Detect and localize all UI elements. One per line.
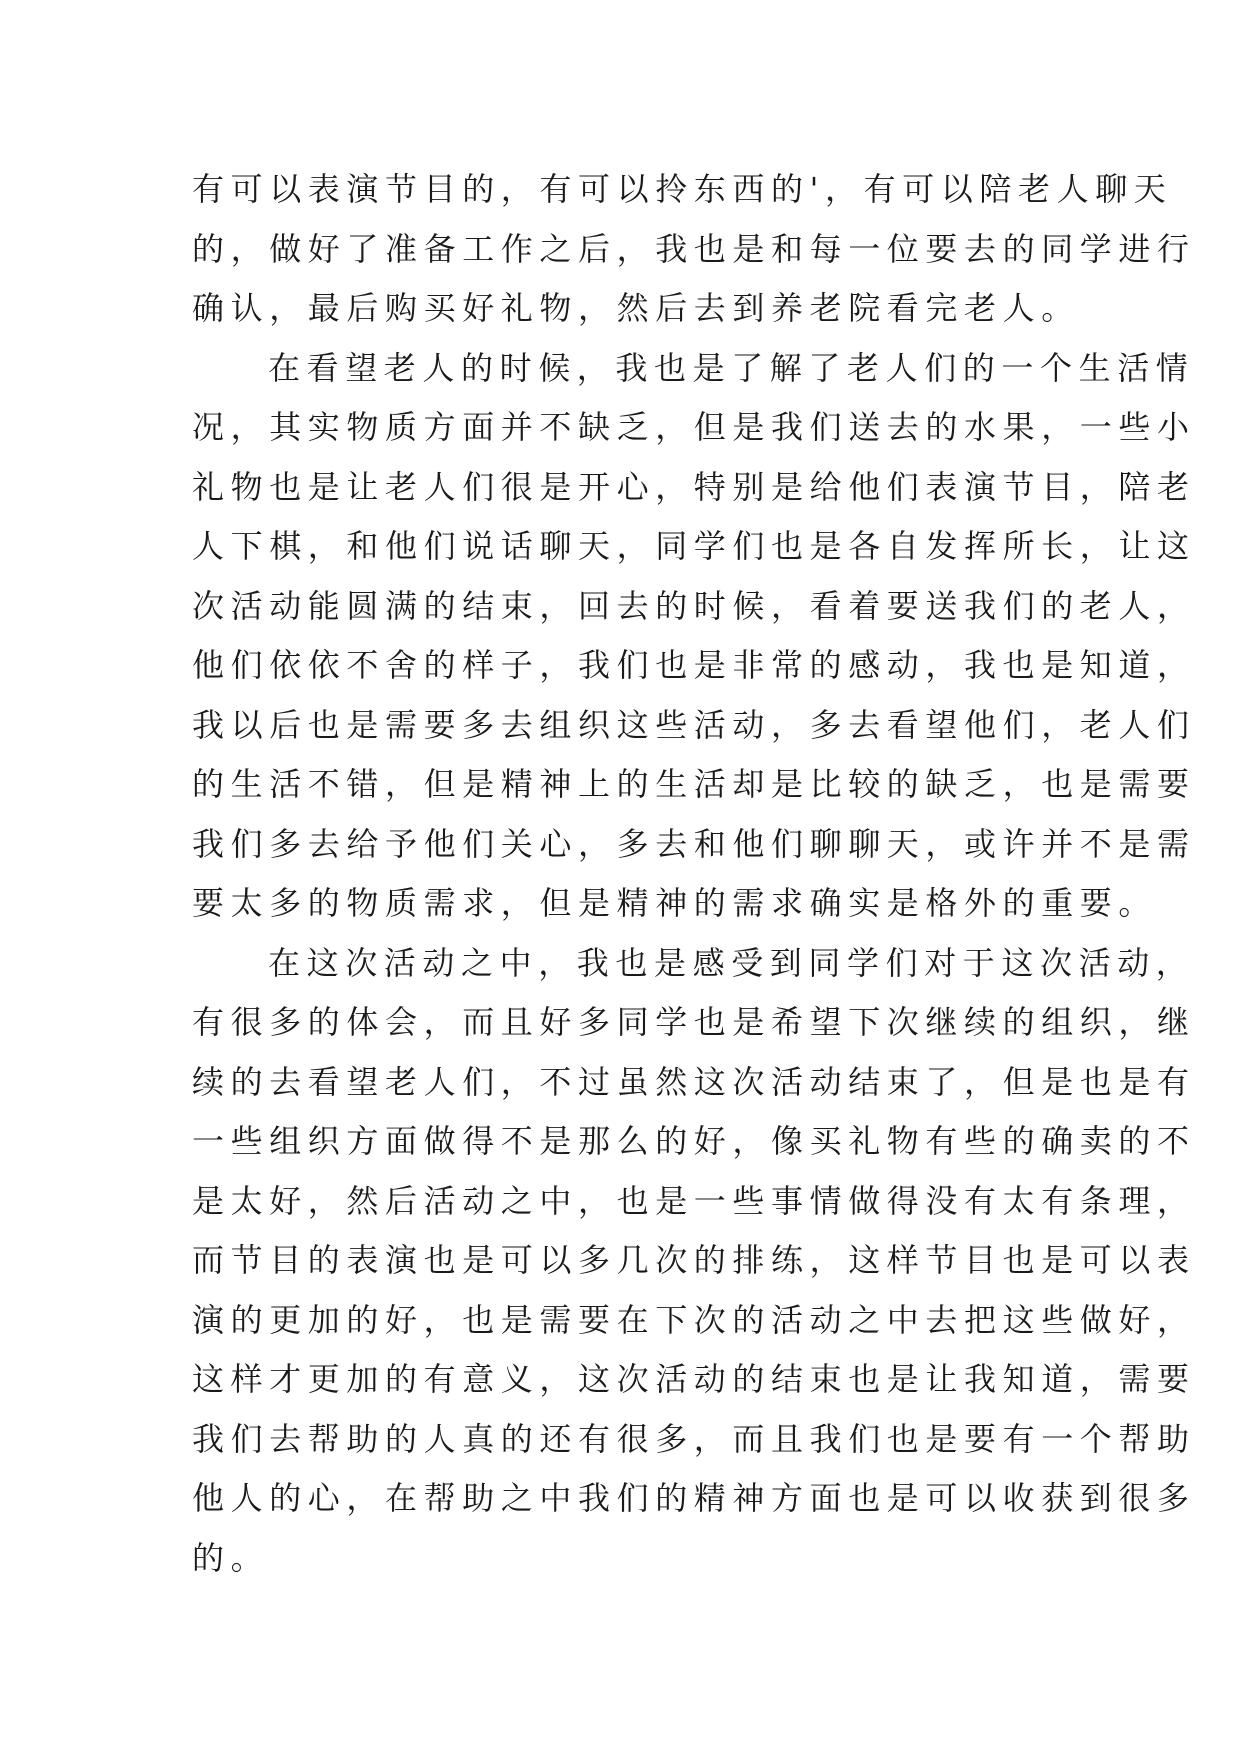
text-line: 我以后也是需要多去组织这些活动，多去看望他们，老人们 <box>192 705 1196 744</box>
text-line: 演的更加的好，也是需要在下次的活动之中去把这些做好， <box>192 1300 1196 1339</box>
paragraph <box>192 339 1196 934</box>
text-line: 要太多的物质需求，但是精神的需求确实是格外的重要。 <box>192 884 1158 922</box>
text-line: 的，做好了准备工作之后，我也是和每一位要去的同学进行 <box>192 229 1196 268</box>
text-line: 确认，最后购买好礼物，然后去到养老院看完老人。 <box>192 289 1080 327</box>
paragraph <box>192 160 1196 339</box>
text-line: 在这次活动之中，我也是感受到同学们对于这次活动， <box>268 943 1195 982</box>
paragraph <box>192 934 1196 1589</box>
text-line: 有可以表演节目的，有可以拎东西的'，有可以陪老人聊天 <box>192 170 1173 208</box>
text-line: 我们去帮助的人真的还有很多，而且我们也是要有一个帮助 <box>192 1419 1196 1458</box>
text-line: 这样才更加的有意义，这次活动的结束也是让我知道，需要 <box>192 1360 1196 1398</box>
text-line: 有很多的体会，而且好多同学也是希望下次继续的组织，继 <box>192 1003 1196 1041</box>
text-line: 人下棋，和他们说话聊天，同学们也是各自发挥所长，让这 <box>192 527 1196 565</box>
text-line: 次活动能圆满的结束，回去的时候，看着要送我们的老人， <box>192 586 1196 625</box>
text-line: 一些组织方面做得不是那么的好，像买礼物有些的确卖的不 <box>192 1122 1196 1160</box>
text-line: 在看望老人的时候，我也是了解了老人们的一个生活情 <box>268 348 1195 387</box>
text-line: 的生活不错，但是精神上的生活却是比较的缺乏，也是需要 <box>192 765 1196 803</box>
document-body <box>192 160 1196 1588</box>
text-line: 他人的心，在帮助之中我们的精神方面也是可以收获到很多 <box>192 1479 1196 1517</box>
text-line: 礼物也是让老人们很是开心，特别是给他们表演节目，陪老 <box>192 467 1196 506</box>
text-line: 的。 <box>192 1538 270 1577</box>
text-line: 续的去看望老人们，不过虽然这次活动结束了，但是也是有 <box>192 1062 1196 1101</box>
text-line: 他们依依不舍的样子，我们也是非常的感动，我也是知道， <box>192 646 1196 684</box>
text-line: 我们多去给予他们关心，多去和他们聊聊天，或许并不是需 <box>192 824 1196 863</box>
text-line: 是太好，然后活动之中，也是一些事情做得没有太有条理， <box>192 1181 1196 1220</box>
text-line: 而节目的表演也是可以多几次的排练，这样节目也是可以表 <box>192 1241 1196 1279</box>
text-line: 况，其实物质方面并不缺乏，但是我们送去的水果，一些小 <box>192 408 1196 446</box>
